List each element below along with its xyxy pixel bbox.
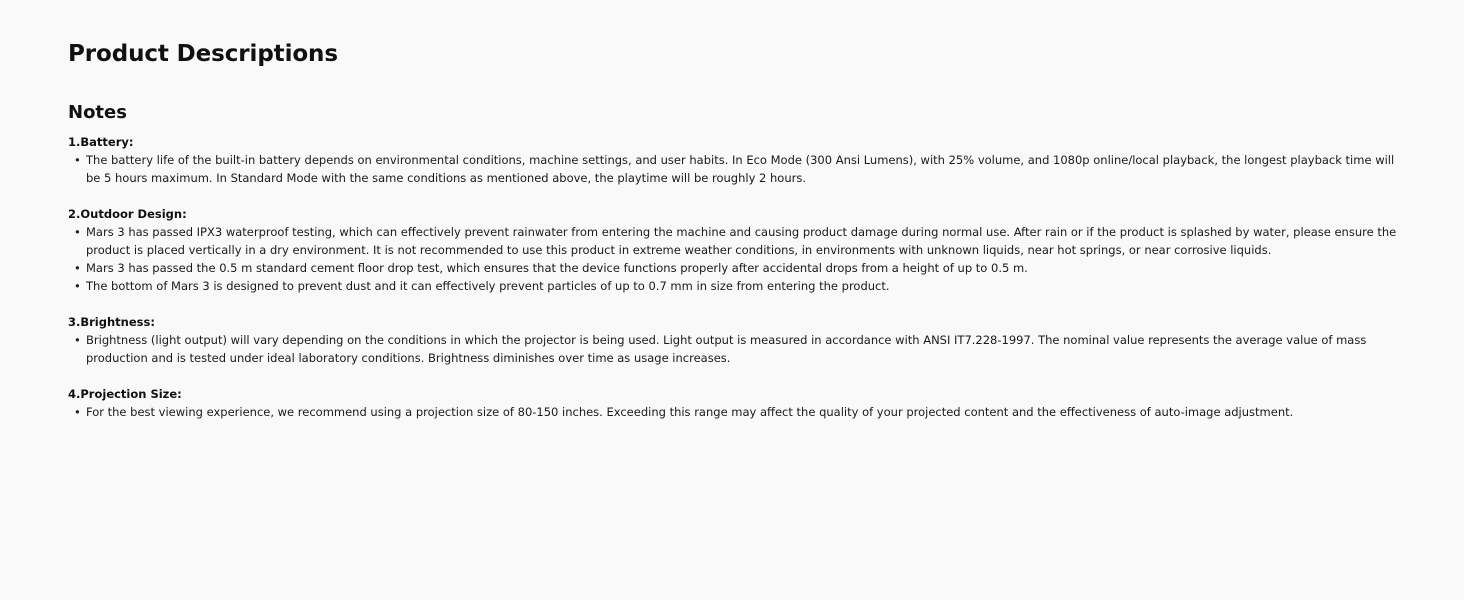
note-item-text: For the best viewing experience, we recommend using a projection size of 80-150 inches. Exceeding this range may affect the quality of your projected content and the effectiveness of auto-image adjustment. [86, 405, 1294, 419]
bullet-icon: • [74, 405, 81, 419]
note-bullet-list [68, 403, 1398, 421]
note-section-battery [68, 133, 1398, 187]
note-section-outdoor-design [68, 205, 1398, 295]
note-heading: 4.Projection Size: [68, 387, 182, 401]
note-item [68, 277, 1398, 295]
note-bullet-list [68, 223, 1398, 295]
note-section-brightness [68, 313, 1398, 367]
page-title: Product Descriptions [68, 41, 338, 67]
bullet-icon: • [74, 333, 81, 347]
note-heading: 2.Outdoor Design: [68, 207, 187, 221]
note-item [68, 403, 1398, 421]
note-item-text: Brightness (light output) will vary depending on the conditions in which the projector is being used. Light output is measured in accordance with ANSI IT7.228-1997. The nominal value represents the average value of mass production and is tested under ideal laboratory conditions. Brightness diminishes over time as usage increases. [86, 333, 1367, 365]
note-item-text: The battery life of the built-in battery depends on environmental conditions, machine settings, and user habits. In Eco Mode (300 Ansi Lumens), with 25% volume, and 1080p online/local playback, the longest playback time will be 5 hours maximum. In Standard Mode with the same conditions as mentioned above, the playtime will be roughly 2 hours. [86, 153, 1395, 185]
note-item [68, 259, 1398, 277]
note-bullet-list [68, 151, 1398, 187]
note-heading: 1.Battery: [68, 135, 134, 149]
notes-list [68, 133, 1398, 421]
bullet-icon: • [74, 225, 81, 239]
note-section-projection-size [68, 385, 1398, 421]
note-item-text: Mars 3 has passed the 0.5 m standard cement floor drop test, which ensures that the device functions properly after accidental drops from a height of up to 0.5 m. [86, 261, 1028, 275]
note-item [68, 331, 1398, 367]
product-descriptions-page [68, 38, 1398, 439]
note-heading: 3.Brightness: [68, 315, 155, 329]
bullet-icon: • [74, 261, 81, 275]
note-item-text: The bottom of Mars 3 is designed to prevent dust and it can effectively prevent particles of up to 0.7 mm in size from entering the product. [86, 279, 890, 293]
notes-title: Notes [68, 102, 127, 123]
note-bullet-list [68, 331, 1398, 367]
note-item-text: Mars 3 has passed IPX3 waterproof testing, which can effectively prevent rainwater from entering the machine and causing product damage during normal use. After rain or if the product is splashed by water, please ensure the product is placed vertically in a dry environment. It is not recommended to use this product in extreme weather conditions, in environments with unknown liquids, near hot springs, or near corrosive liquids. [86, 225, 1397, 257]
bullet-icon: • [74, 279, 81, 293]
note-item [68, 223, 1398, 259]
note-item [68, 151, 1398, 187]
bullet-icon: • [74, 153, 81, 167]
